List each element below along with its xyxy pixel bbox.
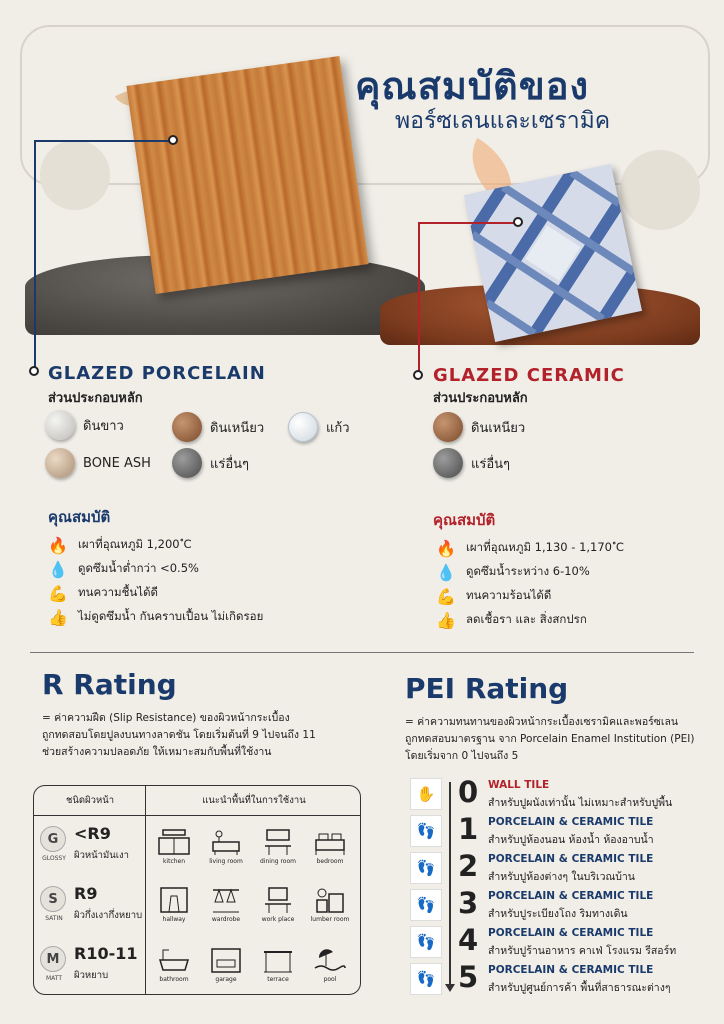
- ceramic-composition-label: ส่วนประกอบหลัก: [433, 391, 528, 406]
- hallway-icon: [157, 886, 191, 914]
- property-item: 👍 ไม่ดูดซึมน้ำ กันคราบเปื้อน ไม่เกิดรอย: [48, 607, 264, 627]
- thumbs-up-icon: 👍: [436, 610, 456, 630]
- room-bedroom: bedroom: [304, 828, 356, 865]
- material-other-minerals: แร่อื่นๆ: [172, 448, 249, 478]
- material-clay: ดินเหนียว: [433, 412, 525, 442]
- clay-ball-icon: [172, 412, 202, 442]
- property-item: 🔥 เผาที่อุณหภูมิ 1,130 - 1,170 ํC: [436, 538, 624, 558]
- wardrobe-icon: [209, 886, 243, 914]
- pei-rating-description: = ค่าความทนทานของผิวหน้ากระเบื้องเซรามิคและพอร์ซเลน ถูกทดสอบมาตรฐาน จาก Porcelain Enamel Institution (PEI) โดยเริ่มจาก 0 ไปจนถึง 5: [405, 716, 695, 762]
- usage-column-header: แนะนำพื้นที่ในการใช้งาน: [146, 786, 361, 816]
- strength-arm-icon: 💪: [436, 586, 456, 606]
- porcelain-properties-list: [48, 533, 263, 629]
- work-place-icon: [261, 886, 295, 914]
- porcelain-composition-label: ส่วนประกอบหลัก: [48, 391, 143, 406]
- pei-level-5: 👣 5 PORCELAIN & CERAMIC TILE สำหรับปูศูนย์การค้า พื้นที่สาธารณะต่างๆ: [410, 963, 710, 999]
- room-kitchen: kitchen: [148, 828, 200, 865]
- r-rating-table: [33, 785, 361, 995]
- bedroom-icon: [313, 828, 347, 856]
- property-item: 🔥 เผาที่อุณหภูมิ 1,200 ํC: [48, 535, 192, 555]
- mineral-ball-icon: [433, 448, 463, 478]
- glass-ball-icon: [288, 412, 318, 442]
- wood-porcelain-tile-image: [126, 56, 368, 294]
- ceramic-properties-list: [436, 536, 624, 632]
- satin-badge: S: [40, 886, 66, 912]
- strength-arm-icon: 💪: [48, 583, 68, 603]
- decorative-circle: [40, 140, 110, 210]
- property-item: 💪 ทนความชื้นได้ดี: [48, 583, 159, 603]
- room-bathroom: bathroom: [148, 946, 200, 983]
- marble-ceramic-tile-image: [464, 164, 642, 342]
- room-pool: pool: [304, 946, 356, 983]
- garage-icon: [209, 946, 243, 974]
- footprint-heavy-icon: 👣: [410, 926, 442, 958]
- lumber-room-icon: [313, 886, 347, 914]
- flame-icon: 🔥: [48, 535, 68, 555]
- room-garage: garage: [200, 946, 252, 983]
- room-dining-room: dining room: [252, 828, 304, 865]
- property-item: 💧 ดูดซึมน้ำต่ำกว่า <0.5%: [48, 559, 199, 579]
- material-white-clay: ดินขาว: [45, 410, 124, 440]
- connector-line: [34, 140, 174, 142]
- connector-dot: [168, 135, 178, 145]
- room-work-place: work place: [252, 886, 304, 923]
- connector-line: [418, 222, 518, 224]
- connector-line: [418, 222, 420, 372]
- r-rating-title: R Rating: [42, 668, 177, 701]
- material-glass: แก้ว: [288, 412, 350, 442]
- section-divider: [30, 652, 694, 653]
- pei-level-0: ✋ 0 WALL TILE สำหรับปูผนังเท่านั้น ไม่เหมาะสำหรับปูพื้น: [410, 778, 710, 814]
- bathroom-icon: [157, 946, 191, 974]
- table-row: G GLOSSY <R9 ผิวหน้ามันเงา: [34, 818, 146, 878]
- white-clay-ball-icon: [45, 410, 75, 440]
- matt-badge: M: [40, 946, 66, 972]
- room-wardrobe: wardrobe: [200, 886, 252, 923]
- property-item: 👍 ลดเชื้อรา และ สิ่งสกปรก: [436, 610, 587, 630]
- pei-rating-title: PEI Rating: [405, 672, 569, 705]
- marble-pattern: [464, 164, 642, 342]
- table-row: M MATT R10-11 ผิวหยาบ: [34, 938, 146, 995]
- mineral-ball-icon: [172, 448, 202, 478]
- porcelain-heading: GLAZED PORCELAIN: [48, 363, 266, 384]
- living-room-icon: [209, 828, 243, 856]
- material-bone-ash: BONE ASH: [45, 448, 151, 478]
- surface-column-header: ชนิดผิวหน้า: [34, 786, 146, 816]
- page-title: คุณสมบัติของ: [355, 64, 590, 108]
- glossy-badge: G: [40, 826, 66, 852]
- flame-icon: 🔥: [436, 538, 456, 558]
- footprint-light-icon: 👣: [410, 815, 442, 847]
- property-item: 💧 ดูดซึมน้ำระหว่าง 6-10%: [436, 562, 590, 582]
- pei-level-3: 👣 3 PORCELAIN & CERAMIC TILE สำหรับปูระเบียงโถง ริมทางเดิน: [410, 889, 710, 925]
- pei-level-4: 👣 4 PORCELAIN & CERAMIC TILE สำหรับปูร้านอาหาร คาเฟ่ โรงแรม รีสอร์ท: [410, 926, 710, 962]
- water-drop-icon: 💧: [436, 562, 456, 582]
- pei-level-2: 👣 2 PORCELAIN & CERAMIC TILE สำหรับปูห้องต่างๆ ในบริเวณบ้าน: [410, 852, 710, 888]
- water-drop-icon: 💧: [48, 559, 68, 579]
- footprint-icon: 👣: [410, 889, 442, 921]
- material-clay: ดินเหนียว: [172, 412, 264, 442]
- decorative-circle: [620, 150, 700, 230]
- connector-dot: [513, 217, 523, 227]
- thumbs-up-icon: 👍: [48, 607, 68, 627]
- property-item: 💪 ทนความร้อนได้ดี: [436, 586, 552, 606]
- hand-stop-icon: ✋: [410, 778, 442, 810]
- page-subtitle: พอร์ซเลนและเซรามิค: [395, 108, 611, 134]
- ceramic-heading: GLAZED CERAMIC: [433, 365, 625, 386]
- footprint-icon: 👣: [410, 852, 442, 884]
- pool-icon: [313, 946, 347, 974]
- footprints-heavy-icon: 👣: [410, 963, 442, 995]
- material-other-minerals: แร่อื่นๆ: [433, 448, 510, 478]
- terrace-icon: [261, 946, 295, 974]
- ceramic-properties-heading: คุณสมบัติ: [433, 511, 496, 529]
- pei-level-1: 👣 1 PORCELAIN & CERAMIC TILE สำหรับปูห้องนอน ห้องน้ำ ห้องอาบน้ำ: [410, 815, 710, 851]
- kitchen-icon: [157, 828, 191, 856]
- dining-room-icon: [261, 828, 295, 856]
- room-hallway: hallway: [148, 886, 200, 923]
- porcelain-properties-heading: คุณสมบัติ: [48, 508, 111, 526]
- connector-dot: [413, 370, 423, 380]
- room-living-room: living room: [200, 828, 252, 865]
- connector-dot: [29, 366, 39, 376]
- table-row: S SATIN R9 ผิวกึ่งเงากึ่งหยาบ: [34, 878, 146, 938]
- r-rating-description: = ค่าความฝืด (Slip Resistance) ของผิวหน้ากระเบื้อง ถูกทดสอบโดยปูลงบนทางลาดชัน โดยเริ่มต้นที่ 9 ไปจนถึง 11 ช่วยสร้างความปลอดภัย ให้เหมาะสมกับพื้นที่ใช้งาน: [42, 712, 316, 758]
- room-terrace: terrace: [252, 946, 304, 983]
- connector-line: [34, 140, 36, 368]
- room-lumber-room: lumber room: [304, 886, 356, 923]
- bone-ash-ball-icon: [45, 448, 75, 478]
- clay-ball-icon: [433, 412, 463, 442]
